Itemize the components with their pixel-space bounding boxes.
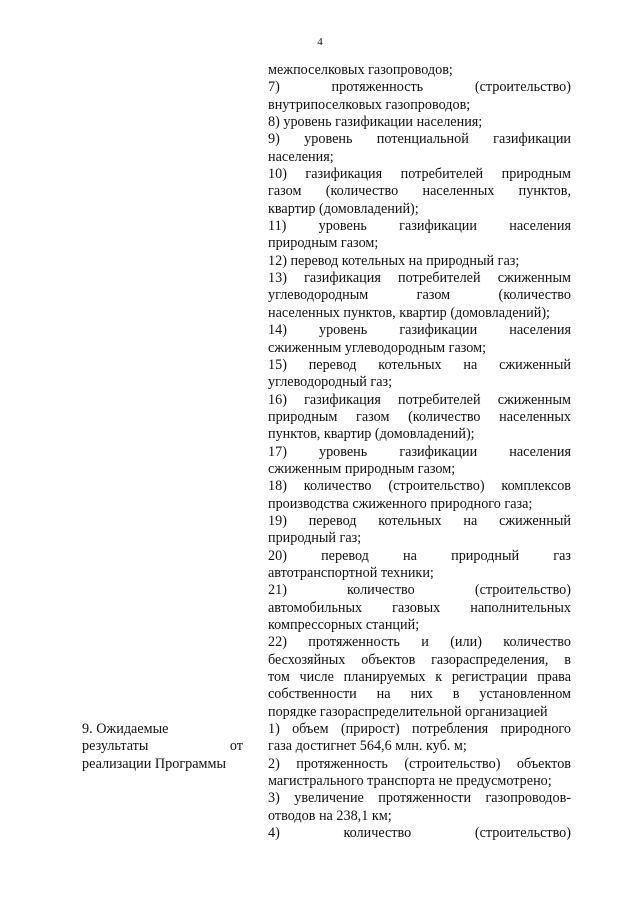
content-line: 2) протяженность (строительство) объектов xyxy=(268,755,571,772)
label-line: реализации Программы xyxy=(82,755,227,772)
content-line: углеводородный газ; xyxy=(268,374,393,391)
content-line: природным газом; xyxy=(268,235,379,252)
content-line: сжиженным природным газом; xyxy=(268,460,456,477)
content-line: собственности на них в установленном xyxy=(268,686,571,703)
content-line: автотранспортной техники; xyxy=(268,564,434,581)
section-label-column xyxy=(82,721,243,773)
content-line: 7) протяженность (строительство) xyxy=(268,79,571,96)
content-line: 9) уровень потенциальной газификации xyxy=(268,131,571,148)
content-line: квартир (домовладений); xyxy=(268,200,419,217)
content-line: 13) газификация потребителей сжиженным xyxy=(268,270,571,287)
content-line: 20) перевод на природный газ xyxy=(268,547,571,564)
content-line: 19) перевод котельных на сжиженный xyxy=(268,512,571,529)
content-line: 17) уровень газификации населения xyxy=(268,443,571,460)
content-line: природный газ; xyxy=(268,530,362,547)
section-content-column xyxy=(268,62,571,842)
content-line: пунктов, квартир (домовладений); xyxy=(268,426,475,443)
content-line: бесхозяйных объектов газораспределения, в xyxy=(268,651,571,668)
content-line: порядке газораспределительной организацией xyxy=(268,703,548,720)
content-line: 4) количество (строительство) xyxy=(268,825,571,842)
content-line: 15) перевод котельных на сжиженный xyxy=(268,356,571,373)
content-line: 8) уровень газификации населения; xyxy=(268,114,483,131)
label-line: результаты от xyxy=(82,738,243,755)
content-line: 1) объем (прирост) потребления природного xyxy=(268,721,571,738)
content-line: 22) протяженность и (или) количество xyxy=(268,634,571,651)
content-line: 12) перевод котельных на природный газ; xyxy=(268,252,520,269)
content-line: углеводородным газом (количество xyxy=(268,287,571,304)
content-line: автомобильных газовых наполнительных xyxy=(268,599,571,616)
content-line: магистрального транспорта не предусмотрено; xyxy=(268,773,552,790)
label-line: 9. Ожидаемые xyxy=(82,721,169,737)
content-line: 18) количество (строительство) комплексов xyxy=(268,478,571,495)
content-line: 16) газификация потребителей сжиженным xyxy=(268,391,571,408)
content-line: внутрипоселковых газопроводов; xyxy=(268,96,471,113)
content-line: газом (количество населенных пунктов, xyxy=(268,183,571,200)
content-line: производства сжиженного природного газа; xyxy=(268,495,533,512)
content-line: межпоселковых газопроводов; xyxy=(268,62,453,78)
content-line: 14) уровень газификации населения xyxy=(268,322,571,339)
content-line: 21) количество (строительство) xyxy=(268,582,571,599)
content-line: компрессорных станций; xyxy=(268,617,420,633)
content-line: 3) увеличение протяженности газопроводов- xyxy=(268,790,571,807)
content-line: 10) газификация потребителей природным xyxy=(268,166,571,183)
content-line: населенных пунктов, квартир (домовладений); xyxy=(268,304,551,321)
content-line: населения; xyxy=(268,148,334,165)
content-line: том числе планируемых к регистрации права xyxy=(268,669,571,686)
page-number: 4 xyxy=(317,36,323,48)
content-line: 11) уровень газификации населения xyxy=(268,218,571,235)
content-line: отводов на 238,1 км; xyxy=(268,807,392,824)
content-line: природным газом (количество населенных xyxy=(268,408,571,425)
content-line: газа достигнет 564,6 млн. куб. м; xyxy=(268,738,467,755)
content-line: сжиженным углеводородным газом; xyxy=(268,339,487,356)
